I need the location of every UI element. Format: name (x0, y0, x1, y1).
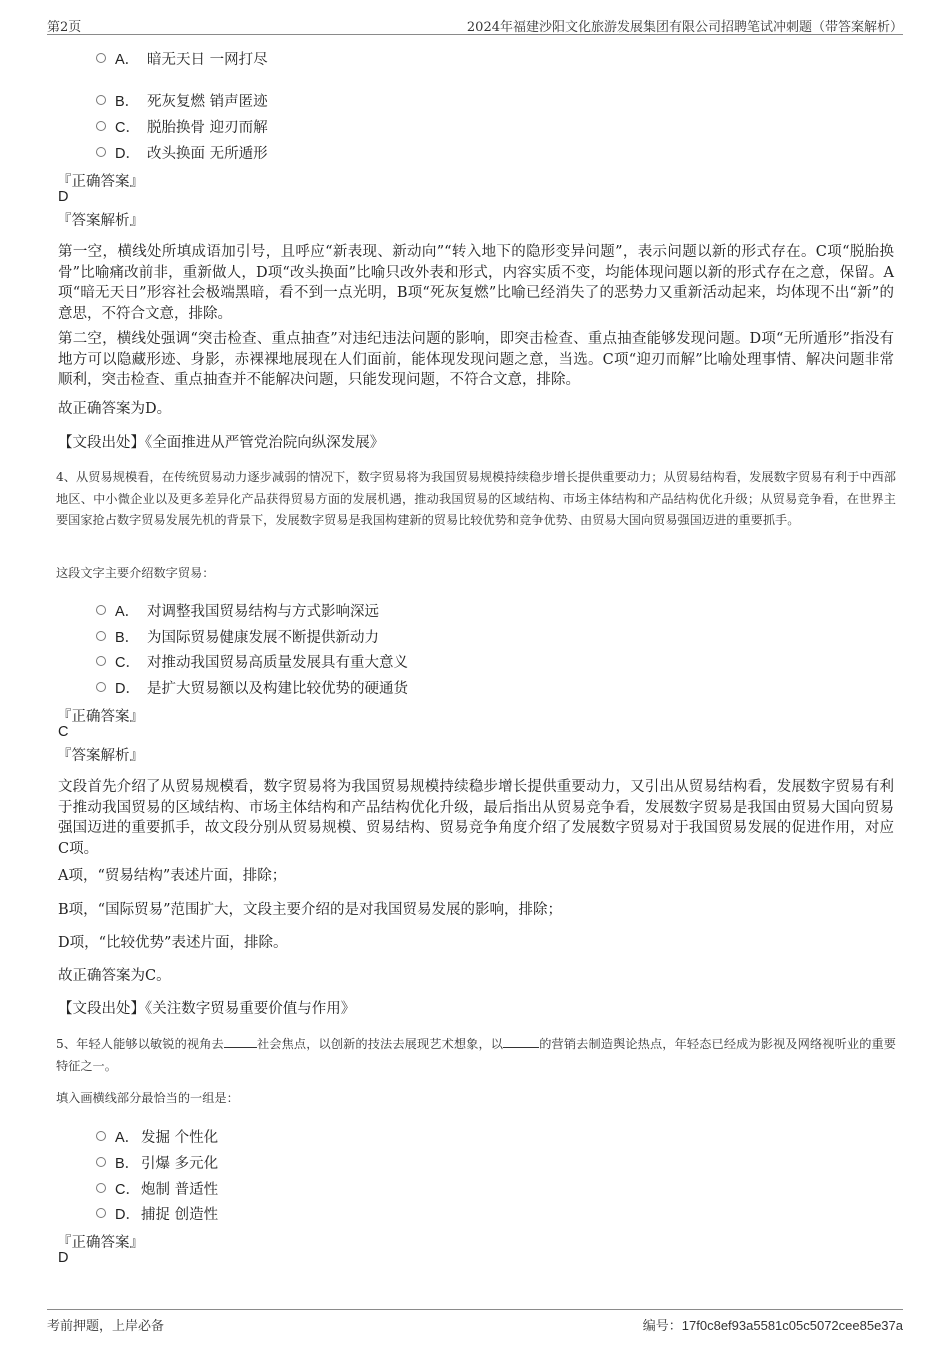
radio-icon[interactable] (96, 95, 106, 105)
q3-answer-label: 『正确答案』 (57, 174, 144, 190)
radio-icon[interactable] (96, 121, 106, 131)
q5-answer-label: 『正确答案』 (57, 1235, 144, 1251)
radio-icon[interactable] (96, 1131, 106, 1141)
q4-answer-label: 『正确答案』 (57, 709, 144, 725)
q4-stem: 4、从贸易规模看，在传统贸易动力逐步减弱的情况下，数字贸易将为我国贸易规模持续稳步增长提供重要动力；从贸易结构看，发展数字贸易有利于中西部地区、中小微企业以及更多差异化产品获得贸易方面的发展机遇，推动我国贸易的区域结构、市场主体结构和产品结构优化升级；从贸易竞争看，在世界主要国家抢占数字贸易发展先机的背景下，发展数字贸易是我国构建新的贸易比较优势和竞争优势、由贸易大国向贸易强国迈进的重要抓手。 (56, 470, 896, 527)
page-number: 第2页 (47, 20, 82, 35)
q4-analysis-paragraph-1: 文段首先介绍了从贸易规模看，数字贸易将为我国贸易规模持续稳步增长提供重要动力，又引出从贸易结构看，发展数字贸易有利于推动我国贸易的区域结构、市场主体结构和产品结构优化升级，最后指出从贸易竞争看，发展数字贸易是我国由贸易大国向贸易强国迈进的重要抓手，故文段分别从贸易规模、贸易结构、贸易竞争角度介绍了发展数字贸易对于我国贸易发展的促进作用，对应C项。 (58, 779, 894, 857)
q4-source: 【文段出处】《关注数字贸易重要价值与作用》 (58, 1001, 356, 1017)
q5-stem: 5、年轻人能够以敏锐的视角去 社会焦点，以创新的技法去展现艺术想象，以 的营销去制造舆论热点，年轻态已经成为影视及网络视听业的重要特征之一。 (56, 1037, 896, 1073)
q4-option-a[interactable]: A． 对调整我国贸易结构与方式影响深远 (96, 600, 379, 620)
q4-analysis-label: 『答案解析』 (57, 748, 144, 764)
q4-analysis-a: A项，“贸易结构”表述片面，排除； (58, 868, 287, 884)
q5-answer: D (58, 1250, 69, 1266)
page-footer (47, 1309, 903, 1334)
radio-icon[interactable] (96, 1157, 106, 1167)
q3-analysis-paragraph-1: 第一空，横线处所填成语加引号，且呼应“新表现、新动向”“转入地下的隐形变异问题”，表示问题以新的形式存在。C项“脱胎换骨”比喻痛改前非，重新做人，D项“改头换面”比喻只改外表和形式，内容实质不变，均能体现问题以新的形式存在之意，保留。A项“暗无天日”形容社会极端黑暗，看不到一点光明，B项“死灰复燃”比喻已经消失了的恶势力又重新活动起来，均体现不出“新”的意思，不符合文意，排除。 (58, 244, 894, 322)
radio-icon[interactable] (96, 1183, 106, 1193)
q4-conclusion: 故正确答案为C。 (58, 968, 171, 984)
q5-option-d[interactable]: D．捕捉 创造性 (96, 1203, 218, 1223)
q3-source: 【文段出处】《全面推进从严管党治院向纵深发展》 (58, 435, 385, 451)
document-id: 编号：17f0c8ef93a5581c05c5072cee85e37a (642, 1318, 903, 1334)
q4-option-c[interactable]: C． 对推动我国贸易高质量发展具有重大意义 (96, 651, 408, 671)
radio-icon[interactable] (96, 656, 106, 666)
q4-analysis-b: B项，“国际贸易”范围扩大，文段主要介绍的是对我国贸易发展的影响，排除； (58, 902, 562, 918)
fill-blank-2[interactable] (503, 1035, 539, 1048)
q3-option-b[interactable]: B． 死灰复燃 销声匿迹 (96, 90, 268, 110)
fill-blank-1[interactable] (224, 1035, 257, 1048)
q3-analysis-paragraph-2: 第二空，横线处强调“突击检查、重点抽查”对违纪违法问题的影响，即突击检查、重点抽查能够发现问题。D项“无所遁形”指没有地方可以隐藏形迹、身影，赤裸裸地展现在人们面前，能体现发现问题之意，当选。C项“迎刃而解”比喻处理事情、解决问题非常顺利，突击检查、重点抽查并不能解决问题，只能发现问题，不符合文意，排除。 (58, 331, 894, 388)
radio-icon[interactable] (96, 631, 106, 641)
radio-icon[interactable] (96, 147, 106, 157)
q5-option-a[interactable]: A． 发掘 个性化 (96, 1126, 218, 1146)
footer-slogan: 考前押题，上岸必备 (47, 1319, 165, 1334)
q4-prompt: 这段文字主要介绍数字贸易： (56, 566, 215, 580)
q4-answer: C (58, 724, 69, 740)
radio-icon[interactable] (96, 53, 106, 63)
q3-option-d[interactable]: D． 改头换面 无所遁形 (96, 142, 268, 162)
q3-answer: D (58, 189, 69, 205)
document-title: 2024年福建沙阳文化旅游发展集团有限公司招聘笔试冲刺题（带答案解析） (466, 20, 903, 35)
q5-prompt: 填入画横线部分最恰当的一组是： (56, 1091, 239, 1105)
q4-option-d[interactable]: D． 是扩大贸易额以及构建比较优势的硬通货 (96, 677, 408, 697)
q3-option-a[interactable]: A． 暗无天日 一网打尽 (96, 48, 268, 68)
page-header (47, 14, 903, 35)
q3-analysis-label: 『答案解析』 (57, 213, 144, 229)
radio-icon[interactable] (96, 1208, 106, 1218)
q5-option-b[interactable]: B． 引爆 多元化 (96, 1152, 218, 1172)
radio-icon[interactable] (96, 605, 106, 615)
q3-option-c[interactable]: C． 脱胎换骨 迎刃而解 (96, 116, 268, 136)
q4-analysis-d: D项，“比较优势”表述片面，排除。 (58, 935, 288, 951)
q3-conclusion: 故正确答案为D。 (58, 401, 172, 417)
q5-option-c[interactable]: C．炮制 普适性 (96, 1178, 218, 1198)
radio-icon[interactable] (96, 682, 106, 692)
q4-option-b[interactable]: B． 为国际贸易健康发展不断提供新动力 (96, 626, 379, 646)
